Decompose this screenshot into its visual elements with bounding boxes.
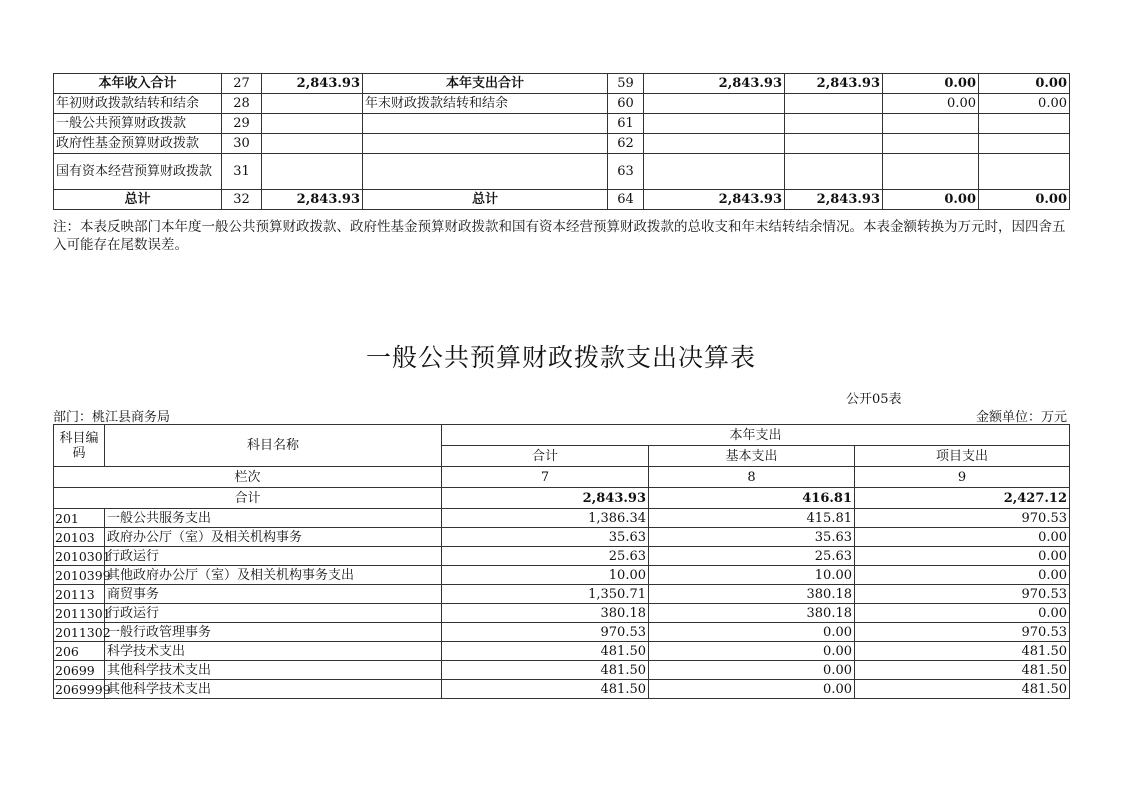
header-this-year: 本年支出 (442, 425, 1070, 446)
table-row (54, 585, 1070, 604)
subject-name: 一般行政管理事务 (105, 623, 442, 642)
amount-total: 1,386.34 (442, 509, 649, 528)
subject-code: 20113 (54, 585, 105, 604)
line-number: 31 (222, 154, 262, 190)
amount-cell (979, 114, 1070, 134)
amount-cell (979, 154, 1070, 190)
amount-cell (883, 114, 979, 134)
subject-code: 2010399 (55, 567, 111, 583)
table-row (54, 566, 1070, 585)
line-number: 62 (608, 134, 644, 154)
amount-cell (644, 114, 785, 134)
amount-total: 970.53 (442, 623, 649, 642)
amount-cell (785, 94, 883, 114)
right-label: 年末财政拨款结转和结余 (363, 94, 608, 114)
subject-name: 商贸事务 (105, 585, 442, 604)
subject-name: 其他科学技术支出 (105, 661, 442, 680)
amount-total: 10.00 (442, 566, 649, 585)
grand-total-row (54, 190, 1070, 210)
line-number: 60 (608, 94, 644, 114)
subject-name: 政府办公厅（室）及相关机构事务 (105, 528, 442, 547)
table-note: 注：本表反映部门本年度一般公共预算财政拨款、政府性基金预算财政拨款和国有资本经营预算财政拨款的总收支和年末结转结余情况。本表金额转换为万元时，因四舍五入可能存在尾数误差。 (53, 219, 1066, 253)
table-row (54, 604, 1070, 623)
subject-code: 2011302 (55, 624, 111, 640)
column-number: 9 (855, 467, 1070, 488)
amount-cell: 0.00 (979, 74, 1070, 94)
column-number: 8 (649, 467, 855, 488)
line-number: 59 (608, 74, 644, 94)
right-label (363, 114, 608, 134)
subject-name: 其他科学技术支出 (105, 680, 442, 699)
table-row (54, 680, 1070, 699)
table-row (54, 114, 1070, 134)
subject-code: 201 (54, 509, 105, 528)
amount-cell (785, 134, 883, 154)
header-total: 合计 (442, 446, 649, 467)
amount-cell: 0.00 (979, 94, 1070, 114)
amount-basic: 35.63 (649, 528, 855, 547)
unit-label: 金额单位：万元 (975, 410, 1067, 425)
amount-cell (883, 154, 979, 190)
line-number: 28 (222, 94, 262, 114)
amount-cell (644, 94, 785, 114)
total-income-amount: 2,843.93 (262, 74, 363, 94)
subject-code: 2010301 (55, 548, 111, 564)
left-label: 一般公共预算财政拨款 (54, 114, 222, 134)
grand-total-label: 总计 (54, 190, 222, 210)
amount-project: 481.50 (855, 680, 1070, 699)
amount-project: 481.50 (855, 661, 1070, 680)
left-label: 政府性基金预算财政拨款 (54, 134, 222, 154)
expenditure-rows (54, 509, 1070, 699)
left-label: 国有资本经营预算财政拨款 (54, 154, 222, 190)
column-number: 7 (442, 467, 649, 488)
table-row (54, 547, 1070, 566)
header-name: 科目名称 (105, 425, 442, 467)
amount-cell: 0.00 (979, 190, 1070, 210)
subject-name: 行政运行 (105, 547, 442, 566)
subject-name: 其他政府办公厅（室）及相关机构事务支出 (105, 566, 442, 585)
amount-cell (644, 134, 785, 154)
subject-code: 20103 (54, 528, 105, 547)
line-number: 64 (608, 190, 644, 210)
amount-cell: 0.00 (883, 190, 979, 210)
table-row (54, 134, 1070, 154)
line-number: 27 (222, 74, 262, 94)
page-title: 一般公共预算财政拨款支出决算表 (365, 343, 756, 372)
table-row (54, 94, 1070, 114)
table-row (54, 623, 1070, 642)
right-label (363, 134, 608, 154)
amount-basic: 10.00 (649, 566, 855, 585)
table-row (54, 661, 1070, 680)
total-income-label: 本年收入合计 (54, 74, 222, 94)
amount-total: 380.18 (442, 604, 649, 623)
column-row-label: 栏次 (54, 467, 442, 488)
amount-cell (785, 154, 883, 190)
amount-basic: 0.00 (649, 680, 855, 699)
subject-name: 科学技术支出 (105, 642, 442, 661)
amount-cell: 0.00 (883, 94, 979, 114)
subject-name: 行政运行 (105, 604, 442, 623)
grand-total-label: 总计 (363, 190, 608, 210)
amount-cell: 2,427.12 (855, 488, 1070, 509)
amount-total: 481.50 (442, 680, 649, 699)
amount-project: 481.50 (855, 642, 1070, 661)
department-label: 部门：桃江县商务局 (53, 410, 171, 425)
subject-name: 一般公共服务支出 (105, 509, 442, 528)
total-expense-label: 本年支出合计 (363, 74, 608, 94)
amount-total: 25.63 (442, 547, 649, 566)
subject-code: 2069999 (55, 681, 111, 697)
amount-project: 0.00 (855, 528, 1070, 547)
amount-basic: 380.18 (649, 604, 855, 623)
amount-total: 481.50 (442, 661, 649, 680)
amount-basic: 0.00 (649, 661, 855, 680)
table-row (54, 528, 1070, 547)
line-number: 30 (222, 134, 262, 154)
subject-code: 20699 (54, 661, 105, 680)
column-number-row (54, 467, 1070, 488)
amount-cell: 2,843.93 (644, 74, 785, 94)
amount-cell (262, 134, 363, 154)
amount-project: 0.00 (855, 566, 1070, 585)
header-row (54, 425, 1070, 446)
table-row (54, 642, 1070, 661)
header-basic: 基本支出 (649, 446, 855, 467)
amount-project: 0.00 (855, 604, 1070, 623)
form-number: 公开05表 (846, 392, 902, 407)
amount-cell (262, 154, 363, 190)
amount-basic: 25.63 (649, 547, 855, 566)
header-project: 项目支出 (855, 446, 1070, 467)
amount-basic: 415.81 (649, 509, 855, 528)
amount-project: 970.53 (855, 509, 1070, 528)
left-label: 年初财政拨款结转和结余 (54, 94, 222, 114)
line-number: 32 (222, 190, 262, 210)
sum-label: 合计 (54, 488, 442, 509)
amount-cell (644, 154, 785, 190)
sum-row (54, 488, 1070, 509)
line-number: 63 (608, 154, 644, 190)
amount-basic: 0.00 (649, 642, 855, 661)
line-number: 29 (222, 114, 262, 134)
amount-cell (262, 114, 363, 134)
appropriation-summary-table (53, 73, 1070, 210)
amount-cell (883, 134, 979, 154)
amount-cell: 2,843.93 (442, 488, 649, 509)
line-number: 61 (608, 114, 644, 134)
amount-total: 1,350.71 (442, 585, 649, 604)
amount-cell (785, 114, 883, 134)
total-income-row (54, 74, 1070, 94)
amount-cell: 2,843.93 (785, 190, 883, 210)
amount-basic: 0.00 (649, 623, 855, 642)
amount-cell (979, 134, 1070, 154)
amount-cell: 2,843.93 (785, 74, 883, 94)
amount-total: 35.63 (442, 528, 649, 547)
right-label (363, 154, 608, 190)
header-code: 科目编码 (54, 425, 105, 467)
amount-project: 970.53 (855, 623, 1070, 642)
amount-basic: 380.18 (649, 585, 855, 604)
subject-code: 2011301 (55, 605, 111, 621)
amount-project: 0.00 (855, 547, 1070, 566)
table-row (54, 154, 1070, 190)
amount-cell (262, 94, 363, 114)
amount-cell: 2,843.93 (644, 190, 785, 210)
amount-cell: 416.81 (649, 488, 855, 509)
table-row (54, 509, 1070, 528)
amount-cell: 2,843.93 (262, 190, 363, 210)
subject-code: 206 (54, 642, 105, 661)
amount-total: 481.50 (442, 642, 649, 661)
amount-project: 970.53 (855, 585, 1070, 604)
expenditure-table (53, 424, 1070, 699)
amount-cell: 0.00 (883, 74, 979, 94)
